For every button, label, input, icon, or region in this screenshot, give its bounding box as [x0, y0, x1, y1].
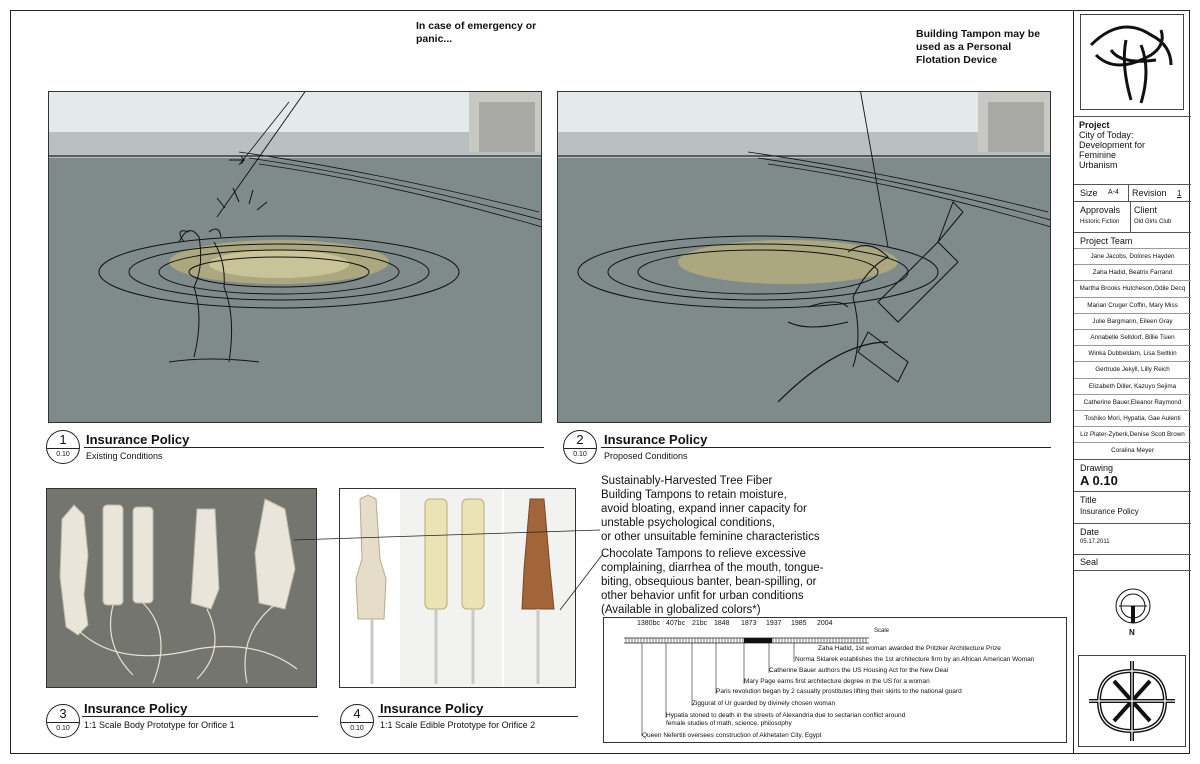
team-member-row: Liz Plater-Zyberk,Denise Scott Brown — [1074, 426, 1191, 443]
description-line: Chocolate Tampons to relieve excessive — [601, 548, 806, 560]
team-label: Project Team — [1080, 236, 1133, 246]
timeline-event: Norma Sklarek establishes the 1st architecture firm by an African American Woman — [795, 656, 1035, 663]
timeline-event: Catherine Bauer authors the US Housing Act for the New Deal — [769, 667, 949, 674]
team-member-row: Gertrude Jekyll, Lilly Reich — [1074, 361, 1191, 378]
date-value: 05.17.2011 — [1080, 539, 1110, 545]
team-member-row: Annabelle Selldorf, Billie Tsien — [1074, 329, 1191, 346]
client-label: Client — [1134, 205, 1158, 215]
description-line: Sustainably-Harvested Tree Fiber — [601, 475, 773, 487]
timeline-event: Ziggurat of Ur guarded by divinely chosen woman — [692, 700, 836, 707]
project-name-line: Urbanism — [1079, 160, 1118, 170]
callout-emergency — [416, 20, 536, 46]
description-line: biting, obsequious banter, bean-spilling, or — [601, 576, 817, 588]
prototype-sketch — [47, 489, 317, 688]
callout-line: Building Tampon may be — [916, 28, 1041, 40]
team-member-row: Jane Jacobs, Dolores Hayden — [1074, 248, 1191, 265]
date-label: Date — [1080, 527, 1100, 537]
approvals-value: Historic Fiction — [1080, 219, 1120, 225]
leader-line — [294, 530, 600, 540]
interlace-knot-icon — [1079, 656, 1185, 746]
body-prototype-photo — [46, 488, 317, 688]
timeline-year: 1985 — [791, 620, 807, 627]
description-line: avoid bloating, expand inner capacity for — [601, 503, 807, 515]
drawing-number: 2 — [576, 432, 584, 447]
revision-value: 1 — [1177, 189, 1182, 198]
timeline-year: 407bc — [666, 620, 686, 627]
description-line: unstable psychological conditions, — [601, 517, 775, 529]
chocolate-description — [601, 547, 823, 617]
seal-section — [1074, 554, 1191, 570]
divider — [1130, 202, 1131, 233]
north-arrow-section — [1074, 570, 1191, 650]
callout-line: In case of emergency or — [416, 20, 537, 32]
drawing-number: 3 — [59, 706, 67, 721]
drawing-section — [1074, 459, 1191, 491]
sheet-number: 0.10 — [564, 448, 596, 458]
team-member-row: Julie Bargmann, Eileen Gray — [1074, 313, 1191, 330]
divider — [1128, 185, 1129, 202]
divider — [378, 716, 578, 717]
flood-photo-proposed — [557, 91, 1051, 423]
team-header — [1074, 232, 1191, 248]
timeline-year: 1937 — [766, 620, 782, 627]
drawing-number: 4 — [353, 706, 361, 721]
drawing-number: 1 — [59, 432, 67, 447]
team-member-row: Zaha Hadid, Beatrix Farrand — [1074, 264, 1191, 281]
drawing-title: Insurance Policy — [86, 432, 190, 447]
description-line: other behavior unfit for urban conditions — [601, 590, 804, 602]
drawing-value: A 0.10 — [1080, 473, 1118, 488]
flotation-scene-sketch — [558, 92, 1051, 423]
sheet-number: 0.10 — [341, 722, 373, 732]
drawing-marker-3 — [46, 704, 80, 738]
logo-box — [1080, 14, 1184, 110]
title-block — [1073, 10, 1190, 754]
timeline-year: 21bc — [692, 620, 708, 627]
team-member-row: Martha Brooks Hutcheson,Odile Decq — [1074, 280, 1191, 297]
size-revision-row — [1074, 184, 1191, 201]
timeline-event: Hypatia stoned to death in the streets of Alexandria due to sectarian conflict around — [666, 712, 906, 719]
scale-label: Scale — [874, 628, 890, 634]
date-section — [1074, 523, 1191, 554]
description-line: Building Tampons to retain moisture, — [601, 489, 787, 501]
project-name-line: Feminine — [1079, 150, 1117, 160]
north-arrow-icon — [1114, 587, 1152, 625]
title-value: Insurance Policy — [1080, 507, 1139, 516]
leader-line — [560, 555, 602, 610]
sheet-number: 0.10 — [47, 448, 79, 458]
drawing-title: Insurance Policy — [84, 701, 188, 716]
revision-label: Revision — [1132, 188, 1167, 198]
title-label: Title — [1080, 495, 1097, 505]
divider — [82, 716, 318, 717]
description-line: or other unsuitable feminine characteristics — [601, 531, 820, 543]
timeline-event: Queen Nefertiti oversees construction of Akhetaten City, Egypt — [642, 732, 822, 739]
seal-label: Seal — [1080, 557, 1099, 567]
timeline-year: 2004 — [817, 620, 833, 627]
size-label: Size — [1080, 188, 1098, 198]
team-member-row: Elizabeth Diller, Kazuyo Sejima — [1074, 378, 1191, 395]
divider — [84, 447, 544, 448]
callout-line: Flotation Device — [916, 54, 998, 66]
approvals-client-row — [1074, 201, 1191, 232]
team-member-row: Coralina Meyer — [1074, 442, 1191, 459]
size-value: A-4 — [1108, 189, 1119, 196]
north-label: N — [1129, 628, 1135, 637]
callout-line: used as a Personal — [916, 41, 1012, 53]
team-member-row: Toshiko Mori, Hypatia, Gae Aulenti — [1074, 410, 1191, 427]
drawing-subtitle: Existing Conditions — [86, 451, 163, 461]
timeline-event: female studies of math, science, philosophy — [666, 720, 792, 727]
timeline-year: 1380bc — [637, 620, 660, 627]
project-label: Project — [1079, 120, 1110, 130]
flood-photo-existing — [48, 91, 542, 423]
timeline-year: 1848 — [714, 620, 730, 627]
leader-lines — [290, 500, 610, 630]
timeline-event: Zaha Hadid, 1st woman awarded the Pritzker Architecture Prize — [818, 645, 1001, 652]
timeline-event: Mary Page earns first architecture degree in the US for a woman — [744, 678, 930, 685]
drawing-title: Insurance Policy — [380, 701, 484, 716]
drawing-subtitle: 1:1 Scale Edible Prototype for Orifice 2 — [380, 720, 536, 730]
divider — [601, 447, 1051, 448]
callout-line: panic... — [416, 33, 453, 45]
description-line: (Available in globalized colors*) — [601, 604, 761, 616]
team-member-row: Marian Cruger Coffin, Mary Miss — [1074, 297, 1191, 314]
project-name-line: City of Today: — [1079, 130, 1134, 140]
knot-logo-icon — [1081, 15, 1183, 109]
team-list — [1074, 248, 1191, 459]
project-name-line: Development for — [1079, 140, 1146, 150]
drawing-label: Drawing — [1080, 463, 1114, 473]
drawing-title: Insurance Policy — [604, 432, 708, 447]
drawing-marker-1 — [46, 430, 80, 464]
history-timeline — [603, 617, 1067, 743]
drawing-marker-4 — [340, 704, 374, 738]
drawing-subtitle: 1:1 Scale Body Prototype for Orifice 1 — [84, 720, 235, 730]
tree-fiber-description — [601, 474, 820, 544]
knot-emblem-box — [1078, 655, 1186, 747]
timeline-year: 1873 — [741, 620, 757, 627]
callout-flotation — [916, 28, 1040, 67]
team-member-row: Catherine Bauer,Eleanor Raymond — [1074, 394, 1191, 411]
project-section — [1074, 116, 1191, 184]
flood-scene-sketch — [49, 92, 542, 423]
approvals-label: Approvals — [1080, 205, 1121, 215]
timeline-event: Paris revolution began by 2 casualty prostitutes lifting their skirts to the national guard — [716, 688, 962, 695]
title-section — [1074, 491, 1191, 523]
drawing-marker-2 — [563, 430, 597, 464]
drawing-subtitle: Proposed Conditions — [604, 451, 688, 461]
description-line: complaining, diarrhea of the mouth, tongue- — [601, 562, 824, 574]
client-value: Old Girls Club — [1134, 219, 1172, 225]
sheet-number: 0.10 — [47, 722, 79, 732]
team-member-row: Winka Dubbeldam, Lisa Switkin — [1074, 345, 1191, 362]
